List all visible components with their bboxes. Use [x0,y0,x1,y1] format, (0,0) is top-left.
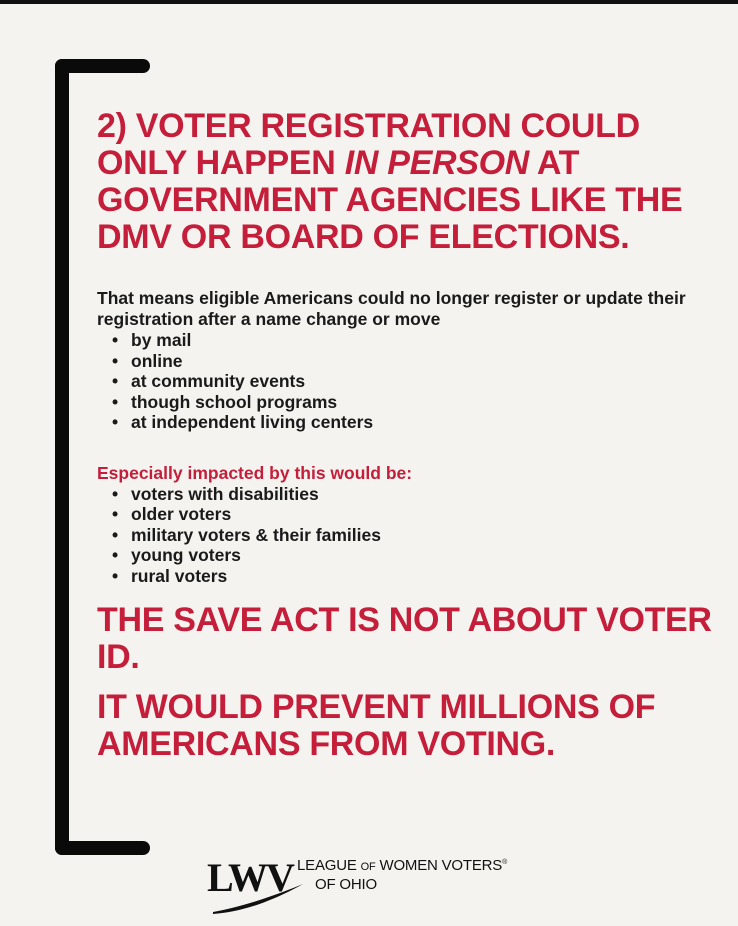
list-item: • online [131,351,717,372]
headline [97,108,717,256]
list-item: • older voters [131,504,717,525]
logo-chapter: OF OHIO [315,876,377,893]
impacted-heading: Especially impacted by this would be: [97,462,413,483]
statement-prevent-voting: IT WOULD PREVENT MILLIONS OF AMERICANS FROM VOTING. [97,688,656,763]
methods-list [97,330,717,433]
main-content [97,108,717,763]
statement-not-voter-id: THE SAVE ACT IS NOT ABOUT VOTER ID. [97,601,712,676]
list-item: • at community events [131,371,717,392]
bracket-vertical [55,59,69,855]
headline-part1: 2) VOTER REGISTRATION COULD ONLY HAPPEN [97,107,640,182]
list-item: • voters with disabilities [131,484,717,505]
list-item: • by mail [131,330,717,351]
swoosh-icon [207,878,307,916]
top-border [0,0,738,4]
impacted-list [97,484,717,587]
list-item: • though school programs [131,392,717,413]
list-item: • at independent living centers [131,412,717,433]
lwv-ohio-logo [207,850,537,916]
registered-mark: ® [502,859,508,866]
headline-part2: AT GOVERNMENT AGENCIES LIKE THE DMV OR BOARD OF ELECTIONS. [97,144,683,256]
intro-text: That means eligible Americans could no longer register or update their registration after a name change or move [97,288,686,329]
headline-emphasis: IN PERSON [344,144,530,182]
list-item: • military voters & their families [131,525,717,546]
list-item: • rural voters [131,566,717,587]
list-item: • young voters [131,545,717,566]
logo-word-of: OF [360,861,376,873]
logo-word-league: LEAGUE [297,857,357,874]
logo-word-women-voters: WOMEN VOTERS [379,857,503,874]
lwv-logo-mark: LWV [207,855,293,900]
bracket-top-arm [55,59,150,73]
bracket-bottom-arm [55,841,150,855]
logo-org-name [297,857,507,874]
